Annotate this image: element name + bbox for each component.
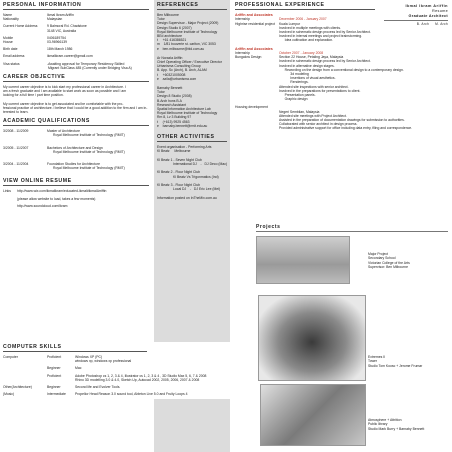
role-label: Graduate Architect (408, 14, 448, 18)
academic-item (3, 146, 149, 154)
field-value: ikmalikram.career@gmail.com (47, 54, 93, 59)
skill-level: Beginner (47, 385, 61, 390)
experience-sub: Highrise residential project (235, 21, 275, 26)
experience-date: October 2007 - January 2008 (279, 51, 324, 56)
experience-block (232, 105, 452, 130)
experience-date: December 2006 - January 2007 (279, 17, 327, 22)
personal-row (3, 62, 149, 70)
skill-category (3, 366, 47, 370)
academic-title: Master of Architecture (47, 129, 80, 134)
skill-detail: Mac (75, 366, 82, 371)
experience-bullets: Involved in schematic design process led by Senior Architect. Involved in alternative design stages. Rewording on the design from a conventional design to a contemporary design. 3d modeling Insertions of visual aesthetics. Renderings. Attended site inspections with senior architect. Involved in the preparations for presentations to client. Presentation panels. Graphic design (279, 59, 404, 102)
field-label: House (3, 40, 13, 45)
academic-school: Royal Melbourne Institute of Technology (RMIT) (53, 133, 125, 138)
academic-date: 3/2004 - 11/2004 (3, 162, 29, 167)
field-label: Birth date (3, 47, 18, 52)
skill-detail: Propellor Head Reason 3.0 sound tool, Ableton Live 5.0 and Fruity Loops 4 (75, 392, 188, 397)
field-value: -Awaiting approval for Temporary Residency Skilled Migrant SubClass 485 (Currently under Bridging Visa A) (47, 61, 132, 70)
academic-detail (47, 146, 149, 154)
links-label: Links (3, 189, 11, 194)
skill-detail: Adobe Photoshop cs 1, 2, 3 & 4, Illustrator cs 1, 2, 3 & 4 , 3D Studio Max 5, 6, 7 & 2008 Rhino 3D modelling 3.0 & 4.0, Sketch Up, Autocad 2002, 2005, 2006, 2007 & 2008 (75, 373, 207, 382)
academic-title: Foundation Studies for Architecture (47, 162, 100, 167)
personal-info-header: PERSONAL INFORMATION (3, 2, 149, 10)
personal-row (3, 24, 149, 32)
skill-detail: Windows XP (PC) windows xp, windows xp professional (75, 355, 132, 364)
resume-link[interactable]: http://www.wix.com/ikmalikram/educated-ikmal#ikmalArriffin (17, 189, 107, 194)
field-value: Malaysian (47, 17, 63, 22)
skill-row (3, 374, 229, 382)
projects-header: Projects (256, 224, 281, 230)
links-row (3, 189, 149, 193)
experience-bullets: Involved in multiple meetings with clients. Involved in schematic design process led by Senior Architect. Involved in internal meetings and project brainstorming. Idea cultivation and explanation. (279, 25, 371, 43)
name-title: Ikmal Ikram Ariffin (405, 4, 448, 8)
skill-category (3, 374, 47, 382)
experience-header: PROFESSIONAL EXPERIENCE (235, 2, 375, 10)
skills-section (0, 342, 232, 399)
field-label: Email address (3, 54, 25, 59)
references-header: REFERENCES (157, 2, 227, 10)
experience-place: Kuala Lumpur (279, 21, 301, 26)
career-objective-p2: My current career objective is to get associated and be comfortable with the pro- fessional practice of architecture. I believe that I could be a good addition to the firm and I am in- terested to learn. (3, 101, 148, 115)
experience-block (232, 47, 452, 102)
academic-date: 3/2008 - 11/2009 (3, 129, 29, 134)
academic-item (3, 129, 149, 137)
field-label: Name (3, 13, 13, 17)
project-image-major (256, 236, 350, 284)
experience-role: Housing development (235, 105, 268, 110)
experience-place: Negeri Sembilan, Malaysia (279, 109, 320, 114)
skill-level: Beginner (47, 366, 61, 371)
personal-info-list (0, 13, 152, 70)
degrees (384, 22, 448, 27)
experience-role: Internship (235, 51, 250, 56)
skill-level: Intermediate (47, 392, 66, 397)
academic-date: 3/2005 - 11/2007 (3, 145, 29, 150)
project-caption-tower: Extremes II Tower Studio Tom Kovac + Jerome Frumar (368, 355, 423, 368)
name-divider (384, 20, 448, 21)
experience-company: Ariffin and Associates (235, 46, 273, 51)
skill-level: Proficient (47, 373, 62, 378)
personal-row (3, 47, 149, 51)
academic-header: ACADEMIC QUALIFICATIONS (3, 118, 149, 126)
skill-row (3, 366, 229, 370)
skill-level: Proficient (47, 355, 62, 359)
personal-row (3, 40, 149, 44)
activities-header: OTHER ACTIVITIES (157, 134, 227, 142)
online-resume-header: VIEW ONLINE RESUME (3, 178, 149, 186)
field-value: 0406189754 (47, 35, 66, 40)
projects-divider (256, 231, 448, 232)
experience-list (232, 13, 452, 131)
personal-row (3, 54, 149, 58)
skill-row (3, 385, 229, 389)
link-note: (please allow website to load, takes a few moments) (17, 196, 96, 201)
field-label: Nationality (3, 17, 19, 22)
academic-school: Royal Melbourne Institute of Technology (RMIT) (53, 166, 125, 171)
project-image-tower (258, 295, 366, 381)
skill-category: Computer (3, 355, 18, 359)
project-caption-major: Major Project Secondary School Victorian College of the Arts Supervisor: Ben Milbourne (368, 252, 410, 270)
reference-block: Ben Milbourne Tutor Design Supervisor - Major Project (2009) Design Studio 6 (2007) Royal Melbourne Institute of Technology BEd architecture t +61 416386521 m 1/81 bouverie st. carlton, VIC 3053 e ben.milbourne@bld.com.au (157, 13, 219, 51)
reference-block: Barnaby Bennett Tutor Design 8 Studio (2008) B.Arch hons B.A Research Assistant Spatial Information Architecture Lab Royal Melbourne Institute of Technology Rm 8, Lv 3 Building 97 t (+613) 9925 4563 e barnaby.bennett@rmit.edu.au (157, 86, 218, 128)
academic-detail (47, 129, 149, 137)
reference-block: Ar Norazla Ariffin Chief Operating Officer / Executive Director Urbanisma Consulting Group B. App. Sc (Arch), B. Arch, ALAM t +60321005008 e azila@urbanisma.com (157, 55, 222, 81)
resume-label: Resume (432, 9, 448, 13)
academic-list (0, 129, 152, 170)
activities-text: Event organisation - Performing Arts Kl Beatz Melbourne Kl Beatz 1 - Seven Night Club International DJ - DJ Deco (Mac) Kl Beatz 2 - Flour Night Club Kl Beatz Vs Trigonmatics (Ind) Kl Beatz 3 - Flour Night Club Local DJ - DJ Eric Lee (Mel) Information posted on InTheMix.com.au (157, 145, 228, 200)
experience-place: Section 22 House, Petaling Jaya, Malaysia (279, 55, 344, 60)
field-value: 9 Balmoral Rd. Chadstone 3148 VIC, Australia (47, 24, 87, 33)
skill-category: Other(Architecture) (3, 385, 32, 390)
career-objective-p1: My current career objective is to kick start my professional career in Architecture. I am a fresh graduate and I am available to start work as soon as possible and I am looking for a full time / part time position. (3, 85, 127, 98)
soundcloud-link[interactable]: http://www.soundcloud.com/ikram (17, 203, 68, 208)
skill-detail: Second life and Evolver Tools. (75, 385, 121, 390)
field-label: Mobile (3, 35, 13, 40)
skills-list (0, 355, 232, 396)
skill-row (3, 392, 229, 396)
skill-category: (Music) (3, 392, 15, 397)
skill-row (3, 355, 229, 363)
experience-role: Internship (235, 17, 250, 22)
field-label: Visa status (3, 61, 20, 66)
degree-barch: B. Arch (416, 21, 430, 26)
field-label: Current Home Address (3, 24, 38, 29)
experience-sub: Bungalow Design (235, 55, 262, 60)
field-value: 03-96966139 (47, 40, 67, 45)
field-value: Ikmal Ikram Ariffin (47, 13, 74, 17)
academic-title: Bachelors of Architecture and Design (47, 145, 103, 150)
academic-detail (47, 162, 149, 170)
project-caption-library: Atmosphere + Attrition Public library Studio Mark Burry + Barnaby Bennett (368, 418, 425, 431)
experience-company: Ariffin and Associates (235, 13, 273, 17)
field-value: 18th March 1986 (47, 47, 73, 52)
name-box (384, 4, 448, 27)
degree-march: M. Arch (435, 21, 448, 26)
project-image-library (260, 384, 366, 446)
academic-school: Royal Melbourne Institute of Technology (RMIT) (53, 149, 125, 154)
experience-sub (235, 110, 279, 114)
career-objective-header: CAREER OBJECTIVE (3, 74, 149, 82)
personal-row (3, 17, 149, 21)
academic-item (3, 162, 149, 170)
experience-bullets: Attended site meetings with Project Architect. Assisted in the preparation of documentation drawings for submission to authorities. Collaborated with senior architect in design process. Provided administrative support for office including data entry, filing and correspondence. (279, 113, 413, 131)
skills-header: COMPUTER SKILLS (3, 344, 147, 352)
references-list (154, 13, 230, 128)
